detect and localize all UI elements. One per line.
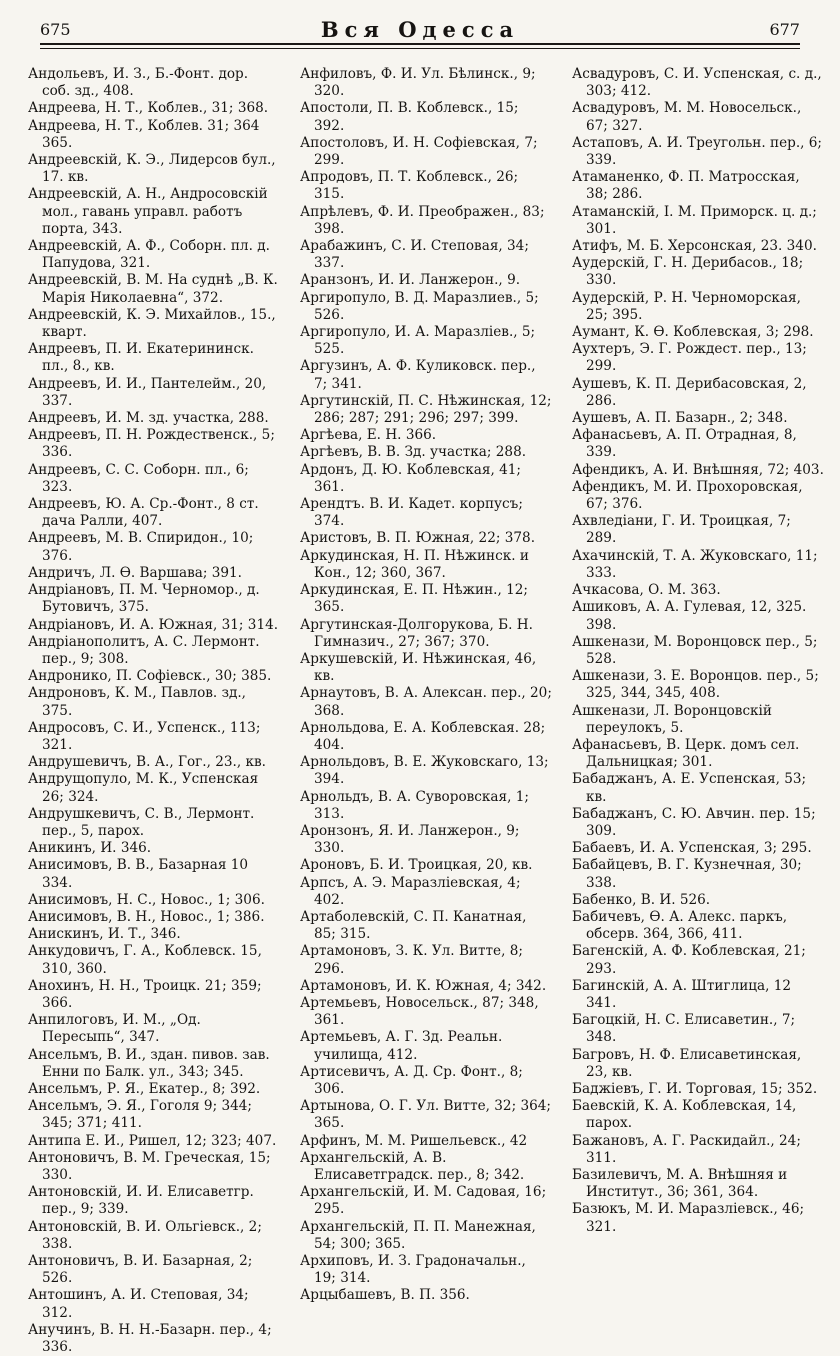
header-rule-thick: [40, 43, 800, 45]
directory-entry: Апродовъ, П. Т. Коблевск., 26; 315.: [300, 169, 519, 203]
directory-entry: Антоновичъ, В. И. Базарная, 2; 526.: [28, 1253, 253, 1287]
directory-entry: Анисимовъ, Н. С., Новос., 1; 306.: [28, 891, 265, 908]
directory-entry: Артамоновъ, З. К. Ул. Витте, 8; 296.: [300, 943, 523, 977]
directory-entry: Антипа Е. И., Ришел, 12; 323; 407.: [28, 1132, 277, 1149]
directory-entry: Ахвледіани, Г. И. Троицкая, 7; 289.: [572, 513, 791, 547]
directory-entry: Ансельмъ, Р. Я., Екатер., 8; 392.: [28, 1080, 261, 1097]
directory-entry: Артемьевъ, А. Г. Зд. Реальн. училища, 412.: [300, 1029, 503, 1063]
directory-entry: Андрущопуло, М. К., Успенская 26; 324.: [28, 771, 259, 805]
directory-entry: Арабажинъ, С. И. Степовая, 34; 337.: [300, 238, 529, 272]
directory-entry: Баевскій, К. А. Коблевская, 14, парох.: [572, 1098, 797, 1132]
directory-entry: Андреевскій, К. Э. Михайлов., 15., кварт.: [28, 306, 276, 341]
directory-entry: Андреевскій, А. Н., Андросовскій мол., гавань управл. работъ порта, 343.: [28, 186, 268, 237]
directory-entry: Аргутинскій, П. С. Нѣжинская, 12; 286; 287; 291; 296; 297; 399.: [300, 392, 552, 427]
directory-entry: Анучинъ, В. Н. Н.-Базарн. пер., 4; 336.: [28, 1321, 272, 1356]
directory-entry: Асвадуровъ, М. М. Новосельск., 67; 327.: [572, 100, 802, 134]
directory-entry: Артаболевскій, С. П. Канатная, 85; 315.: [300, 908, 527, 943]
directory-entry: Андричъ, Л. Ѳ. Варшава; 391.: [28, 564, 243, 581]
directory-entry: Ахачинскій, Т. А. Жуковскаго, 11; 333.: [572, 547, 818, 581]
directory-entry: Атифъ, М. Б. Херсонская, 23. 340.: [572, 238, 817, 255]
directory-entry: Андріановъ, П. М. Черномор., д. Бутовичъ, 375.: [28, 582, 260, 616]
directory-entry: Ансельмъ, Э. Я., Гоголя 9; 344; 345; 371; 411.: [28, 1098, 252, 1132]
directory-entry: Андреевъ, М. В. Спиридон., 10; 376.: [28, 530, 254, 564]
directory-entry: Ашкенази, Л. Воронцовскій переулокъ, 5.: [572, 702, 772, 736]
directory-entry: Аристовъ, В. П. Южная, 22; 378.: [300, 530, 536, 547]
directory-entry: Афендикъ, М. И. Прохоровская, 67; 376.: [572, 478, 803, 513]
directory-entry: Афендикъ, А. И. Внѣшняя, 72; 403.: [572, 461, 824, 478]
directory-entry: Асвадуровъ, С. И. Успенская, с. д., 303; 412.: [572, 66, 822, 100]
directory-entry: Андреевскій, К. Э., Лидерсов бул., 17. кв.: [28, 152, 276, 186]
directory-entry: Артисевичъ, А. Д. Ср. Фонт., 8; 306.: [300, 1063, 523, 1097]
directory-entry: Аудерскій, Г. Н. Дерибасов., 18; 330.: [572, 255, 804, 289]
directory-entry: Апостоловъ, И. Н. Софіевская, 7; 299.: [300, 134, 538, 169]
directory-entry: Андреевъ, С. С. Соборн. пл., 6; 323.: [28, 461, 249, 495]
directory-entry: Аргиропуло, В. Д. Маразлиев., 5; 526.: [300, 289, 539, 323]
directory-entry: Андреева, Н. Т., Коблев., 31; 368.: [28, 100, 269, 117]
directory-entry: Аушевъ, А. П. Базарн., 2; 348.: [572, 410, 788, 427]
directory-entry: Архангельскій, А. В. Елисаветградск. пер., 8; 342.: [300, 1149, 525, 1183]
directory-entry: Андронико, П. Софіевск., 30; 385.: [28, 668, 272, 685]
running-title: Вся Одесса: [320, 16, 520, 42]
directory-entry: Афанасьевъ, А. П. Отрадная, 8, 339.: [572, 427, 797, 461]
directory-entry: Атаманскій, І. М. Приморск. ц. д.; 301.: [572, 203, 817, 237]
column-2: [300, 66, 552, 1305]
directory-entry: Апостоли, П. В. Коблевск., 15; 392.: [300, 100, 519, 134]
directory-entry: Анпилоговъ, И. М., „Од. Пересыпь“, 347.: [28, 1012, 201, 1046]
directory-entry: Антоновскій, И. И. Елисаветгр. пер., 9; 339.: [28, 1184, 254, 1218]
directory-entry: Андросовъ, С. И., Успенск., 113; 321.: [28, 719, 261, 753]
page-header: [40, 14, 800, 44]
directory-entry: Ачкасова, О. М. 363.: [572, 582, 721, 599]
directory-entry: Арнаутовъ, В. А. Алексан. пер., 20; 368.: [300, 685, 552, 719]
directory-entry: Андреевъ, П. И. Екатерининск. пл., 8., кв.: [28, 341, 254, 375]
directory-entry: Аргѣевъ, В. В. Зд. участка; 288.: [300, 444, 527, 461]
directory-entry: Аргузинъ, А. Ф. Куликовск. пер., 7; 341.: [300, 358, 536, 392]
directory-entry: Андрушкевичъ, С. В., Лермонт. пер., 5, парох.: [28, 805, 255, 839]
directory-entry: Архангельскій, П. П. Манежная, 54; 300; 365.: [300, 1218, 536, 1252]
directory-entry: Бабенко, В. И. 526.: [572, 891, 711, 908]
directory-entry: Аркудинская, Н. П. Нѣжинск. и Кон., 12; 360, 367.: [300, 547, 529, 581]
directory-entry: Арнольдовъ, В. Е. Жуковскаго, 13; 394.: [300, 754, 549, 788]
directory-entry: Артамоновъ, И. К. Южная, 4; 342.: [300, 977, 547, 994]
directory-entry: Андрушевичъ, В. А., Гог., 23., кв.: [28, 754, 266, 771]
directory-entry: Аудерскій, Р. Н. Черноморская, 25; 395.: [572, 289, 801, 323]
column-3: [572, 66, 824, 1236]
directory-entry: Аркудинская, Е. П. Нѣжин., 12; 365.: [300, 582, 528, 616]
directory-entry: Арнольдова, Е. А. Коблевская. 28; 404.: [300, 719, 546, 753]
directory-entry: Аргиропуло, И. А. Маразліев., 5; 525.: [300, 324, 536, 358]
directory-entry: Ардонъ, Д. Ю. Коблевская, 41; 361.: [300, 461, 521, 495]
directory-entry: Баджіевъ, Г. И. Торговая, 15; 352.: [572, 1080, 818, 1097]
directory-entry: Андріановъ, И. А. Южная, 31; 314.: [28, 616, 279, 633]
directory-entry: Андреевъ, П. Н. Рождественск., 5; 336.: [28, 427, 275, 461]
column-1: [28, 66, 280, 1356]
directory-entry: Багровъ, Н. Ф. Елисаветинская, 23, кв.: [572, 1046, 802, 1080]
directory-entry: Андольевъ, И. З., Б.-Фонт. дор. соб. зд., 408.: [28, 66, 249, 100]
directory-entry: Бабайцевъ, В. Г. Кузнечная, 30; 338.: [572, 857, 802, 891]
directory-entry: Анкудовичъ, Г. А., Коблевск. 15, 310, 360.: [28, 943, 262, 977]
directory-entry: Ашиковъ, А. А. Гулевая, 12, 325. 398.: [572, 599, 807, 633]
directory-entry: Анисимовъ, В. В., Базарная 10 334.: [28, 857, 249, 891]
directory-entry: Аумант, К. Ѳ. Коблевская, 3; 298.: [572, 324, 814, 341]
directory-entry: Андреевъ, Ю. А. Ср.-Фонт., 8 ст. дача Ралли, 407.: [28, 496, 259, 530]
header-rule-thin: [40, 48, 800, 49]
directory-entry: Аушевъ, К. П. Дерибасовская, 2, 286.: [572, 375, 807, 409]
directory-entry: Андреева, Н. Т., Коблев. 31; 364 365.: [28, 117, 260, 151]
directory-entry: Базилевичъ, М. А. Внѣшняя и Институт., 36; 361, 364.: [572, 1167, 788, 1201]
directory-entry: Аранзонъ, И. И. Ланжерон., 9.: [300, 272, 521, 289]
directory-entry: Андреевъ, И. М. зд. участка, 288.: [28, 410, 269, 427]
directory-entry: Андроновъ, К. М., Павлов. зд., 375.: [28, 685, 246, 719]
directory-entry: Арендтъ. В. И. Кадет. корпусъ; 374.: [300, 496, 523, 530]
directory-entry: Аргутинская-Долгорукова, Б. Н. Гимназич., 27; 367; 370.: [300, 616, 533, 650]
directory-entry: Антоновскій, В. И. Ольгіевск., 2; 338.: [28, 1218, 262, 1252]
directory-entry: Анохинъ, Н. Н., Троицк. 21; 359; 366.: [28, 977, 262, 1011]
directory-entry: Арнольдъ, В. А. Суворовская, 1; 313.: [300, 788, 529, 822]
directory-entry: Апрѣлевъ, Ф. И. Преображен., 83; 398.: [300, 203, 545, 237]
directory-entry: Бабаджанъ, С. Ю. Авчин. пер. 15; 309.: [572, 805, 816, 839]
directory-entry: Багинскій, А. А. Штиглица, 12 341.: [572, 977, 792, 1011]
directory-entry: Архангельскій, И. М. Садовая, 16; 295.: [300, 1184, 547, 1218]
directory-entry: Аронзонъ, Я. И. Ланжерон., 9; 330.: [300, 822, 520, 857]
directory-entry: Архиповъ, И. З. Градоначальн., 19; 314.: [300, 1253, 526, 1287]
directory-entry: Андріанополитъ, А. С. Лермонт. пер., 9; 308.: [28, 633, 260, 667]
directory-entry: Бабаевъ, И. А. Успенская, 3; 295.: [572, 840, 812, 857]
directory-entry: Базюкъ, М. И. Маразліевск., 46; 321.: [572, 1201, 805, 1235]
directory-entry: Аргѣева, Е. Н. 366.: [300, 427, 437, 444]
directory-entry: Артемьевъ, Новосельск., 87; 348, 361.: [300, 994, 539, 1029]
directory-entry: Артынова, О. Г. Ул. Витте, 32; 364; 365.: [300, 1098, 552, 1132]
directory-entry: Ашкенази, З. Е. Воронцов. пер., 5; 325, 344, 345, 408.: [572, 668, 819, 702]
directory-entry: Андреевскій, В. М. На суднѣ „В. К. Марія Николаевна“, 372.: [28, 272, 278, 306]
directory-entry: Ансельмъ, В. И., здан. пивов. зав. Енни по Балк. ул., 343; 345.: [28, 1046, 270, 1080]
directory-entry: Аникинъ, И. 346.: [28, 840, 152, 857]
directory-entry: Багоцкій, Н. С. Елисаветин., 7; 348.: [572, 1012, 796, 1046]
directory-entry: Ашкенази, М. Воронцовск пер., 5; 528.: [572, 633, 818, 667]
directory-entry: Антоновичъ, В. М. Греческая, 15; 330.: [28, 1149, 271, 1183]
directory-entry: Афанасьевъ, В. Церк. домъ сел. Дальницкая; 301.: [572, 736, 800, 771]
directory-entry: Аркушевскій, И. Нѣжинская, 46, кв.: [300, 650, 537, 685]
directory-entry: Ароновъ, Б. И. Троицкая, 20, кв.: [300, 857, 533, 874]
directory-entry: Атаманенко, Ф. П. Матросская, 38; 286.: [572, 169, 800, 203]
directory-entry: Астаповъ, А. И. Треугольн. пер., 6; 339.: [572, 134, 823, 169]
directory-entry: Анискинъ, И. Т., 346.: [28, 926, 181, 943]
directory-entry: Бабичевъ, Ѳ. А. Алекс. паркъ, обсерв. 364, 366, 411.: [572, 908, 788, 943]
directory-entry: Антошинъ, А. И. Степовая, 34; 312.: [28, 1287, 249, 1321]
directory-entry: Арпсъ, А. Э. Маразліевская, 4; 402.: [300, 874, 521, 908]
directory-entry: Бабаджанъ, А. Е. Успенская, 53; кв.: [572, 771, 807, 805]
page-number-right: 677: [769, 19, 800, 39]
directory-entry: Арцыбашевъ, В. П. 356.: [300, 1287, 470, 1304]
directory-entry: Арфинъ, М. М. Ришельевск., 42: [300, 1132, 528, 1149]
directory-entry: Багенскій, А. Ф. Коблевская, 21; 293.: [572, 943, 806, 977]
directory-entry: Бажановъ, А. Г. Раскидайл., 24; 311.: [572, 1132, 801, 1166]
directory-entry: Андреевскій, А. Ф., Соборн. пл. д. Папудова, 321.: [28, 238, 270, 272]
directory-entry: Анисимовъ, В. Н., Новос., 1; 386.: [28, 908, 265, 925]
directory-entry: Андреевъ, И. И., Пантелейм., 20, 337.: [28, 375, 267, 409]
page-number-left: 675: [40, 19, 71, 39]
directory-entry: Аухтеръ, Э. Г. Рождест. пер., 13; 299.: [572, 341, 807, 375]
directory-entry: Анфиловъ, Ф. И. Ул. Бѣлинск., 9; 320.: [300, 66, 536, 100]
